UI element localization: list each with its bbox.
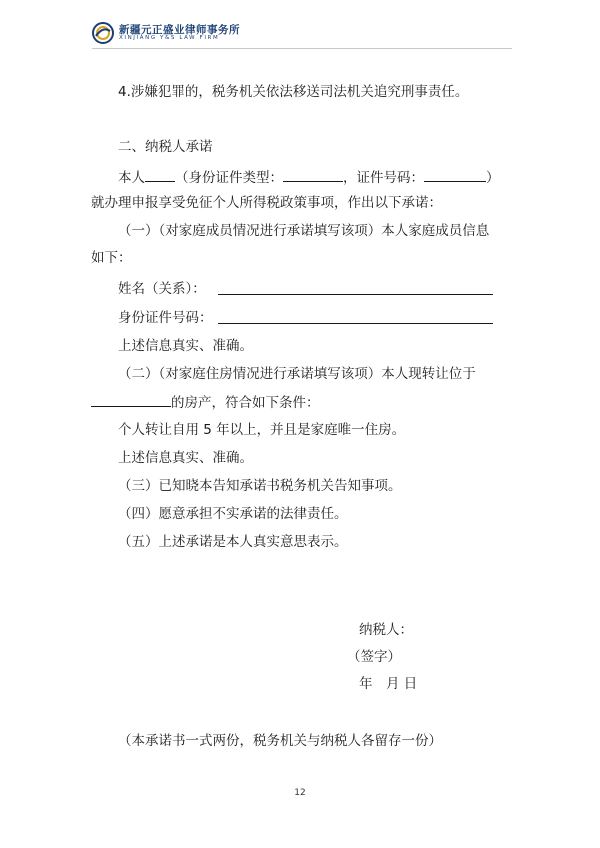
- intro-text-c: ，证件号码：: [343, 170, 424, 186]
- clause-5: （五）上述承诺是本人真实意思表示。: [118, 534, 348, 550]
- intro-text-a: 本人: [118, 170, 145, 186]
- date-label: 年 月 日: [359, 676, 418, 692]
- copies-note: （本承诺书一式两份，税务机关与纳税人各留存一份）: [118, 733, 442, 749]
- property-location-blank[interactable]: [91, 392, 171, 407]
- firm-name-en: XINJIANG Y&S LAW FIRM: [119, 35, 220, 41]
- item-4-text: 4.涉嫌犯罪的，税务机关依法移送司法机关追究刑事责任。: [118, 84, 469, 100]
- clause-1-line-2: 如下：: [91, 250, 132, 266]
- id-number-label: 身份证件号码：: [118, 310, 213, 326]
- taxpayer-label: 纳税人：: [359, 622, 413, 638]
- intro-text-d: ）: [486, 170, 500, 186]
- id-number-field[interactable]: [218, 323, 493, 324]
- clause-3: （三）已知晓本告知承诺书税务机关告知事项。: [118, 478, 402, 494]
- signature-label: （签字）: [347, 649, 401, 665]
- firm-logo-icon: [92, 22, 114, 44]
- name-relation-field[interactable]: [218, 294, 493, 295]
- clause-1-line-1: （一）（对家庭成员情况进行承诺填写该项）本人家庭成员信息: [118, 223, 490, 239]
- firm-name-cn: 新疆元正盛业律师事务所: [119, 24, 240, 36]
- confirm-text-1: 上述信息真实、准确。: [118, 338, 253, 354]
- declarant-line: [118, 167, 500, 187]
- intro-line-2: 就办理申报享受免征个人所得税政策事项，作出以下承诺：: [91, 195, 442, 211]
- page-number: 12: [294, 788, 306, 798]
- clause-2-line-1: （二）（对家庭住房情况进行承诺填写该项）本人现转让位于: [118, 366, 476, 382]
- id-number-blank[interactable]: [424, 167, 486, 182]
- clause-2-line-2-text: 的房产，符合如下条件：: [171, 395, 320, 411]
- name-relation-label: 姓名（关系）：: [118, 281, 206, 297]
- header-divider: [92, 48, 512, 49]
- clause-2-line-3: 个人转让自用 5 年以上，并且是家庭唯一住房。: [118, 422, 406, 438]
- confirm-text-2: 上述信息真实、准确。: [118, 450, 253, 466]
- clause-2-line-2: [91, 392, 320, 412]
- intro-text-b: （身份证件类型：: [175, 170, 283, 186]
- clause-4: （四）愿意承担不实承诺的法律责任。: [118, 506, 348, 522]
- section-title: 二、纳税人承诺: [118, 139, 213, 155]
- name-blank[interactable]: [145, 167, 175, 182]
- id-type-blank[interactable]: [283, 167, 343, 182]
